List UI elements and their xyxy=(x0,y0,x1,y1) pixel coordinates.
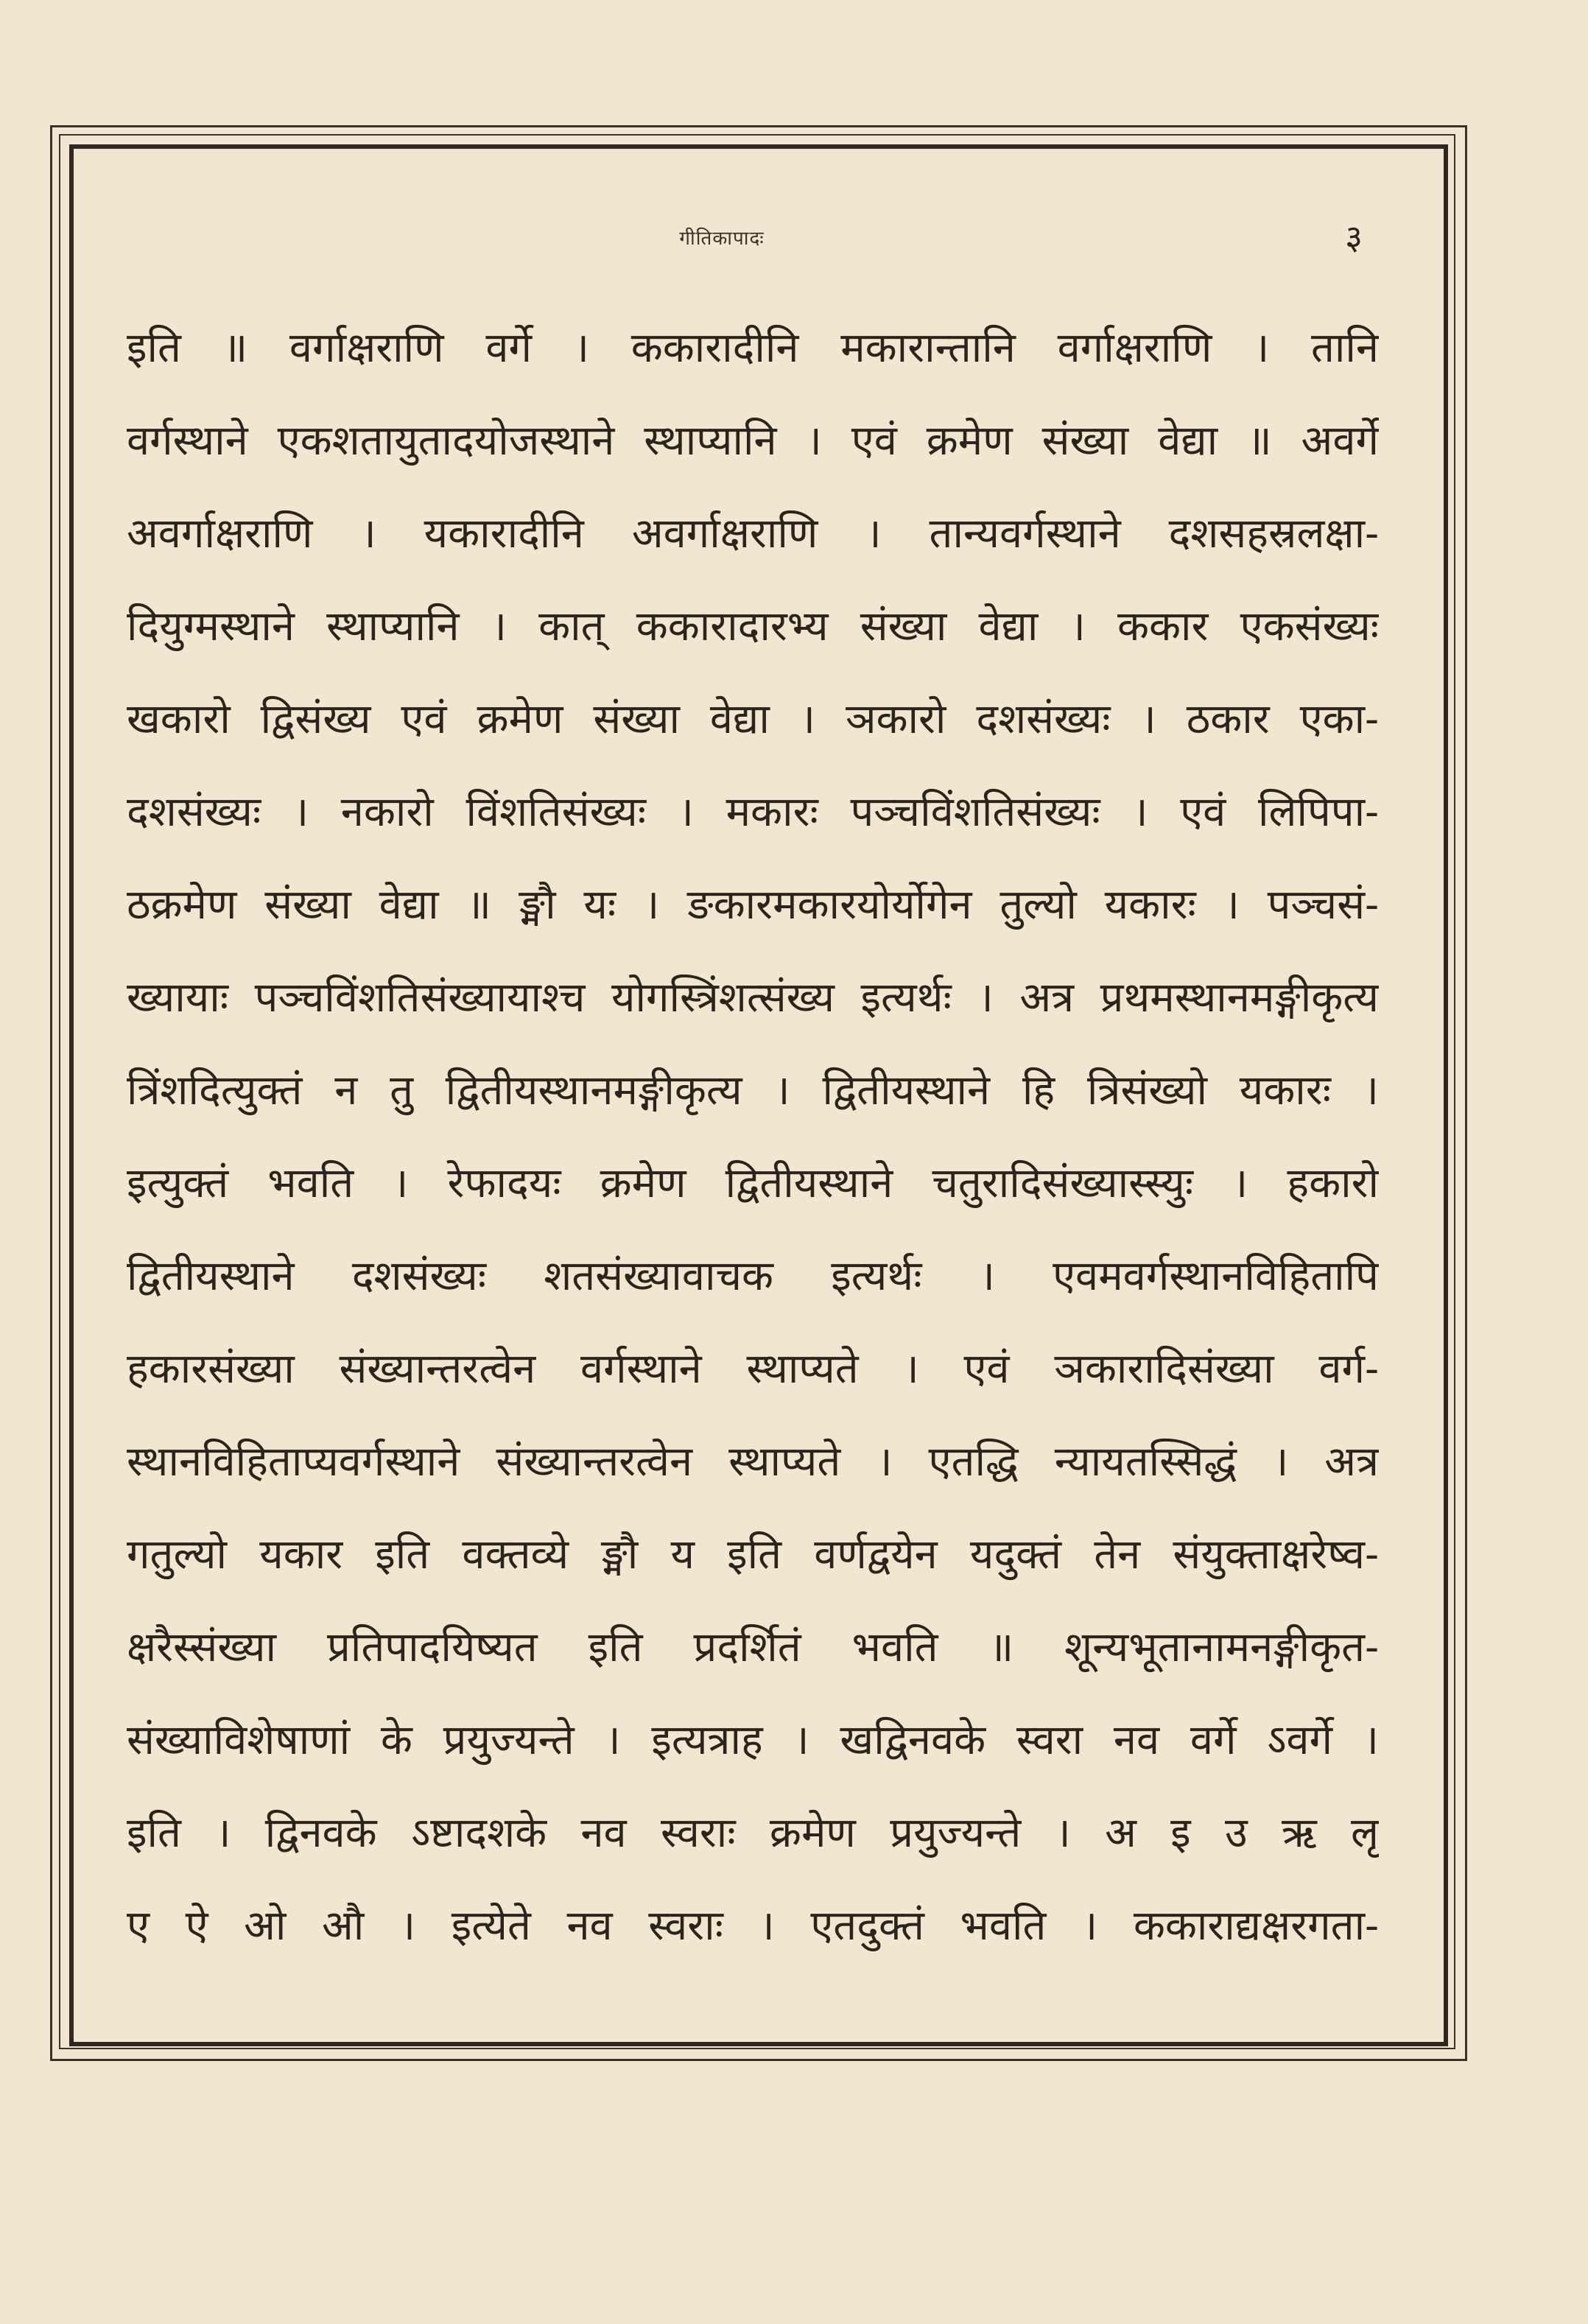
text-line: स्थानविहिताप्यवर्गस्थाने संख्यान्तरत्वेन स्थाप्यते । एतद्धि न्यायतस्सिद्धं । अत्र xyxy=(127,1438,1379,1486)
text-line: इत्युक्तं भवति । रेफादयः क्रमेण द्वितीयस्थाने चतुरादिसंख्यास्स्युः । हकारो xyxy=(127,1159,1379,1207)
body-text xyxy=(127,302,1379,1973)
text-line: दियुग्मस्थाने स्थाप्यानि । कात् ककारादारभ्य संख्या वेद्या । ककार एकसंख्यः xyxy=(127,603,1379,650)
text-line: दशसंख्यः । नकारो विंशतिसंख्यः । मकारः पञ्चविंशतिसंख्यः । एवं लिपिपा- xyxy=(127,788,1379,836)
text-line: वर्गस्थाने एकशतायुतादयोजस्थाने स्थाप्यानि । एवं क्रमेण संख्या वेद्या ॥ अवर्गे xyxy=(127,417,1379,465)
page-number: ३ xyxy=(1345,217,1363,257)
text-line: ठक्रमेण संख्या वेद्या ॥ ङ्मौ यः । ङकारमकारयोर्योगेन तुल्यो यकारः । पञ्चसं- xyxy=(127,881,1379,929)
text-line: संख्याविशेषाणां के प्रयुज्यन्ते । इत्यत्राह । खद्विनवके स्वरा नव वर्गे ऽवर्गे । xyxy=(127,1716,1379,1764)
text-line: इति ॥ वर्गाक्षराणि वर्गे । ककारादीनि मकारान्तानि वर्गाक्षराणि । तानि xyxy=(127,324,1379,372)
text-line: क्षरैस्संख्या प्रतिपादयिष्यत इति प्रदर्शितं भवति ॥ शून्यभूतानामनङ्गीकृत- xyxy=(127,1623,1379,1671)
text-line: अवर्गाक्षराणि । यकारादीनि अवर्गाक्षराणि । तान्यवर्गस्थाने दशसहस्रलक्षा- xyxy=(127,510,1379,558)
text-line: गतुल्यो यकार इति वक्तव्ये ङ्मौ य इति वर्णद्वयेन यदुक्तं तेन संयुक्ताक्षरेष्व- xyxy=(127,1531,1379,1579)
text-line: खकारो द्विसंख्य एवं क्रमेण संख्या वेद्या । ञकारो दशसंख्यः । ठकार एका- xyxy=(127,695,1379,743)
text-line: ए ऐ ओ औ । इत्येते नव स्वराः । एतदुक्तं भवति । ककाराद्यक्षरगता- xyxy=(127,1902,1379,1950)
page-header xyxy=(74,214,1370,258)
text-line: इति । द्विनवके ऽष्टादशके नव स्वराः क्रमेण प्रयुज्यन्ते । अ इ उ ऋ लृ xyxy=(127,1809,1379,1857)
text-line: द्वितीयस्थाने दशसंख्यः शतसंख्यावाचक इत्यर्थः । एवमवर्गस्थानविहितापि xyxy=(127,1252,1379,1300)
text-line: हकारसंख्या संख्यान्तरत्वेन वर्गस्थाने स्थाप्यते । एवं ञकारादिसंख्या वर्ग- xyxy=(127,1345,1379,1393)
text-line: त्रिंशदित्युक्तं न तु द्वितीयस्थानमङ्गीकृत्य । द्वितीयस्थाने हि त्रिसंख्यो यकारः । xyxy=(127,1067,1379,1114)
running-head: गीतिकापादः xyxy=(679,228,765,250)
text-line: ख्यायाः पञ्चविंशतिसंख्यायाश्च योगस्त्रिंशत्संख्य इत्यर्थः । अत्र प्रथमस्थानमङ्गीकृत्य xyxy=(127,974,1379,1022)
